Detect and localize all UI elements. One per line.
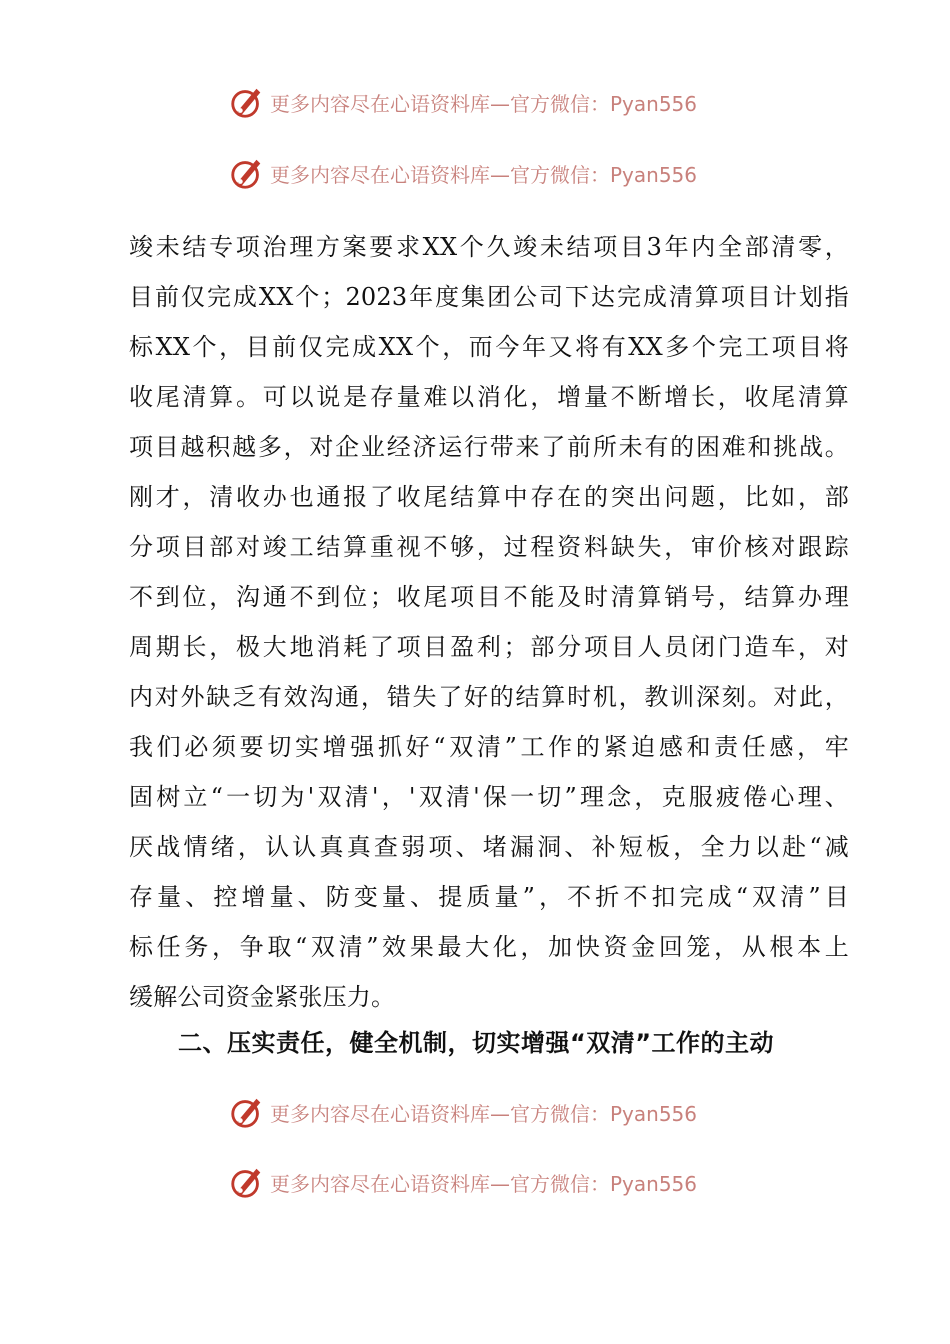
paragraph-line: 竣未结专项治理方案要求XX个久竣未结项目3年内全部清零，	[129, 233, 849, 261]
paragraph-line: 不到位，沟通不到位；收尾项目不能及时清算销号，结算办理	[129, 583, 849, 611]
pen-logo-icon	[228, 154, 266, 192]
paragraph-line: 项目越积越多，对企业经济运行带来了前所未有的困难和挑战。	[129, 433, 849, 461]
paragraph-line: 厌战情绪，认认真真查弱项、堵漏洞、补短板，全力以赴“减	[129, 833, 849, 861]
pen-logo-icon	[228, 1163, 266, 1201]
watermark-banner	[228, 1092, 697, 1132]
paragraph-line: 标XX个，目前仅完成XX个，而今年又将有XX多个完工项目将	[129, 333, 849, 361]
watermark-banner	[228, 82, 697, 122]
watermark-brand: 更多内容尽在心语资料库	[270, 162, 490, 187]
watermark-banner	[228, 1162, 697, 1202]
watermark-brand: 更多内容尽在心语资料库	[270, 1171, 490, 1196]
watermark-contact: —官方微信：Pyan556	[490, 1171, 698, 1196]
paragraph-line: 刚才，清收办也通报了收尾结算中存在的突出问题，比如，部	[129, 483, 849, 511]
paragraph-line: 分项目部对竣工结算重视不够，过程资料缺失，审价核对跟踪	[129, 533, 849, 561]
paragraph-line: 固树立“一切为'双清'，'双清'保一切”理念，克服疲倦心理、	[129, 783, 849, 811]
paragraph-line: 收尾清算。可以说是存量难以消化，增量不断增长，收尾清算	[129, 383, 849, 411]
watermark-contact: —官方微信：Pyan556	[490, 91, 698, 116]
paragraph-line: 目前仅完成XX个；2023年度集团公司下达完成清算项目计划指	[129, 283, 849, 311]
paragraph-line: 我们必须要切实增强抓好“双清”工作的紧迫感和责任感，牢	[129, 733, 849, 761]
pen-logo-icon	[228, 83, 266, 121]
paragraph-line: 缓解公司资金紧张压力。	[129, 983, 396, 1011]
watermark-contact: —官方微信：Pyan556	[490, 162, 698, 187]
paragraph-line: 存量、控增量、防变量、提质量”，不折不扣完成“双清”目	[129, 883, 849, 911]
watermark-contact: —官方微信：Pyan556	[490, 1101, 698, 1126]
paragraph-line: 周期长，极大地消耗了项目盈利；部分项目人员闭门造车，对	[129, 633, 849, 661]
watermark-brand: 更多内容尽在心语资料库	[270, 1101, 490, 1126]
watermark-banner	[228, 153, 697, 193]
paragraph-line: 标任务，争取“双清”效果最大化，加快资金回笼，从根本上	[129, 933, 849, 961]
pen-logo-icon	[228, 1093, 266, 1131]
section-heading: 二、压实责任，健全机制，切实增强“双清”工作的主动	[178, 1029, 775, 1057]
watermark-brand: 更多内容尽在心语资料库	[270, 91, 490, 116]
paragraph-line: 内对外缺乏有效沟通，错失了好的结算时机，教训深刻。对此，	[129, 683, 849, 711]
paragraph	[129, 222, 849, 1022]
